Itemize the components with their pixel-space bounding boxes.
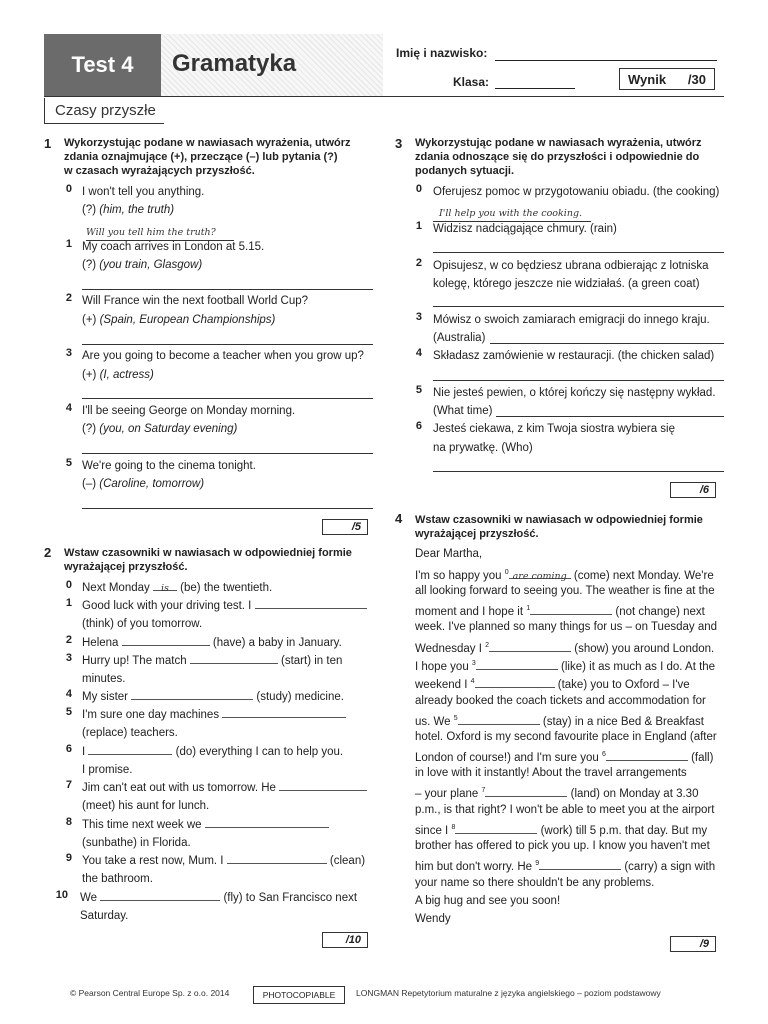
ex1-answer-line[interactable] bbox=[82, 508, 373, 509]
letter-line: A big hug and see you soon! bbox=[415, 895, 561, 907]
ex2-text: Good luck with your driving test. I bbox=[82, 600, 252, 612]
ex1-item-number: 5 bbox=[65, 457, 72, 469]
ex3-item: Widzisz nadciągające chmury. (rain) bbox=[433, 223, 617, 235]
letter-answer-blank[interactable] bbox=[489, 640, 571, 652]
ex1-item-sentence: I'll be seeing George on Monday morning. bbox=[82, 405, 296, 417]
letter-text: (not change) next bbox=[615, 605, 705, 618]
letter-line: him but don't worry. He $^9$ (carry) a sign with bbox=[415, 855, 715, 876]
letter-text: us. We bbox=[415, 715, 451, 728]
ex3-item-number: 6 bbox=[415, 420, 422, 432]
ex3-item: Mówisz o swoich zamiarach emigracji do innego kraju. bbox=[433, 314, 710, 326]
handwritten-answer: are coming bbox=[512, 570, 567, 582]
ex1-answer-line[interactable] bbox=[82, 398, 373, 399]
ex3-instructions bbox=[415, 136, 725, 178]
letter-line: London of course!) and I'm sure you $^6$ (fall) bbox=[415, 746, 713, 767]
ex2-item-number: 6 bbox=[65, 743, 72, 755]
ex4-title-line: Wstaw czasowniki w nawiasach w odpowiedniej formie bbox=[415, 514, 703, 526]
section-subtitle: Czasy przyszłe bbox=[44, 98, 164, 124]
letter-line: in love with it instantly! About the travel arrangements bbox=[415, 767, 687, 779]
ex1-number: 1 bbox=[44, 136, 52, 151]
letter-line: hotel. Oxford is my second favourite place in England (after bbox=[415, 731, 717, 743]
ex2-answer-blank[interactable] bbox=[122, 634, 210, 646]
ex4-score-box: /9 bbox=[670, 936, 716, 952]
ex3-answer-line[interactable] bbox=[496, 416, 724, 417]
letter-text: Wednesday I bbox=[415, 642, 482, 655]
ex2-text: (have) a baby in January. bbox=[212, 637, 342, 649]
ex2-text: Hurry up! The match bbox=[82, 655, 187, 667]
ex1-item-sentence: We're going to the cinema tonight. bbox=[82, 460, 256, 472]
ex2-item-cont: (sunbathe) in Florida. bbox=[82, 837, 191, 849]
ex1-item-number: 4 bbox=[65, 402, 72, 414]
letter-text: – your plane bbox=[415, 787, 479, 800]
ex2-item bbox=[82, 743, 343, 761]
ex1-title-line: w czasach wyrażających przyszłość. bbox=[64, 165, 255, 177]
ex2-item bbox=[82, 597, 367, 615]
ex2-item-cont: minutes. bbox=[82, 673, 126, 685]
ex2-answer-blank[interactable] bbox=[100, 889, 220, 901]
score-box bbox=[619, 68, 715, 90]
ex2-text: Next Monday bbox=[82, 582, 150, 594]
ex1-item-cue bbox=[82, 256, 202, 274]
letter-answer-blank[interactable] bbox=[458, 713, 540, 725]
test-label: Test 4 bbox=[71, 52, 134, 77]
letter-text: (come) next Monday. We're bbox=[573, 569, 714, 582]
class-label: Klasa: bbox=[453, 75, 490, 89]
ex2-score-box: /10 bbox=[322, 932, 368, 948]
letter-line: brother has offered to pick you up. I know you haven't met bbox=[415, 840, 710, 852]
ex1-answer-line[interactable] bbox=[82, 344, 373, 345]
ex1-cue-sign: (–) bbox=[82, 478, 97, 490]
ex3-item-number: 2 bbox=[415, 257, 422, 269]
letter-line: Wednesday I $^2$ (show) you around London. bbox=[415, 637, 714, 658]
ex2-item bbox=[82, 634, 342, 652]
letter-line: week. I've planned so many things for us – on Tuesday and bbox=[415, 621, 718, 633]
ex1-cue-words: (you train, Glasgow) bbox=[99, 259, 203, 271]
ex2-text: This time next week we bbox=[82, 819, 202, 831]
ex2-item bbox=[82, 579, 272, 597]
letter-answer-blank[interactable] bbox=[539, 858, 621, 870]
ex1-cue-sign: (?) bbox=[82, 423, 97, 435]
ex2-text: We bbox=[80, 892, 98, 904]
ex2-item-number: 5 bbox=[65, 706, 72, 718]
ex2-item bbox=[82, 852, 365, 870]
ex2-answer-blank bbox=[153, 579, 177, 594]
ex2-answer-blank[interactable] bbox=[227, 852, 327, 864]
ex2-item-cont: (think) of you tomorrow. bbox=[82, 618, 203, 630]
letter-text: (carry) a sign with bbox=[624, 860, 716, 873]
ex3-item: Opisujesz, w co będziesz ubrana odbierając z lotniska bbox=[433, 260, 709, 272]
test-number-box bbox=[44, 34, 161, 96]
letter-text: (like) it as much as I do. At the bbox=[561, 660, 716, 673]
footer-book-title: LONGMAN Repetytorium maturalne z języka angielskiego – poziom podstawowy bbox=[356, 988, 661, 998]
ex2-text: I bbox=[82, 746, 86, 758]
letter-line: – your plane $^7$ (land) on Monday at 3.30 bbox=[415, 782, 698, 803]
letter-greeting: Dear Martha, bbox=[415, 548, 483, 560]
letter-text: weekend I bbox=[415, 678, 468, 691]
ex2-item-number: 8 bbox=[65, 816, 72, 828]
letter-text: (take) you to Oxford – I've bbox=[557, 678, 690, 691]
name-field[interactable] bbox=[495, 60, 717, 61]
ex3-item-number: 5 bbox=[415, 384, 422, 396]
ex3-item-number: 4 bbox=[415, 347, 422, 359]
ex2-number: 2 bbox=[44, 545, 52, 560]
letter-line: all looking forward to seeing you. The weather is fine at the bbox=[415, 585, 715, 597]
ex1-item-cue bbox=[82, 201, 174, 219]
ex2-text: I'm sure one day machines bbox=[82, 709, 220, 721]
header-rule bbox=[44, 96, 724, 97]
ex2-item-cont: the bathroom. bbox=[82, 873, 153, 885]
ex3-item-cont: na prywatkę. (Who) bbox=[433, 442, 533, 454]
ex3-item: Oferujesz pomoc w przygotowaniu obiadu. (the cooking) bbox=[433, 186, 720, 198]
ex2-answer-blank[interactable] bbox=[131, 688, 253, 700]
ex1-item-cue bbox=[82, 311, 275, 329]
ex1-cue-words: (Caroline, tomorrow) bbox=[99, 478, 205, 490]
score-label: Wynik bbox=[628, 71, 667, 87]
letter-line: us. We $^5$ (stay) in a nice Bed & Breakfast bbox=[415, 710, 704, 731]
letter-line: since I $^8$ (work) till 5 p.m. that day. But my bbox=[415, 819, 707, 840]
ex2-item-number: 2 bbox=[65, 634, 72, 646]
letter-text: (land) on Monday at 3.30 bbox=[570, 787, 699, 800]
letter-answer-blank[interactable] bbox=[476, 658, 558, 670]
name-label: Imię i nazwisko: bbox=[396, 46, 488, 60]
letter-line: I'm so happy you $^0$ are coming (come) next Monday. We're bbox=[415, 564, 714, 585]
ex2-text: (fly) to San Francisco next bbox=[223, 892, 358, 904]
ex3-item-number: 0 bbox=[415, 183, 422, 195]
ex2-text: (start) in ten bbox=[281, 655, 343, 667]
ex1-item-sentence: Are you going to become a teacher when you grow up? bbox=[82, 350, 364, 362]
ex2-text: (do) everything I can to help you. bbox=[175, 746, 344, 758]
ex2-item bbox=[82, 779, 367, 797]
ex3-item: Nie jesteś pewien, o której kończy się następny wykład. bbox=[433, 387, 716, 399]
ex2-item-number: 4 bbox=[65, 688, 72, 700]
letter-text: since I bbox=[415, 824, 449, 837]
letter-answer-blank[interactable] bbox=[455, 822, 537, 834]
ex3-item-number: 3 bbox=[415, 311, 422, 323]
ex3-answer-line[interactable] bbox=[433, 471, 724, 472]
ex1-item-sentence: I won't tell you anything. bbox=[82, 186, 205, 198]
ex3-item: Jesteś ciekawa, z kim Twoja siostra wybiera się bbox=[433, 423, 676, 435]
ex2-item-number: 3 bbox=[65, 652, 72, 664]
ex1-cue-words: (I, actress) bbox=[99, 369, 154, 381]
letter-text: him but don't worry. He bbox=[415, 860, 533, 873]
ex2-text: (study) medicine. bbox=[256, 691, 344, 703]
ex3-item-cont: kolegę, którego jeszcze nie widziałaś. (a green coat) bbox=[433, 278, 700, 290]
ex1-answer-line[interactable] bbox=[82, 289, 373, 290]
letter-answer-blank[interactable] bbox=[606, 749, 688, 761]
ex2-text: Helena bbox=[82, 637, 119, 649]
letter-text: London of course!) and I'm sure you bbox=[415, 751, 599, 764]
ex3-title-line: zdania odnoszące się do przyszłości i odpowiednie do bbox=[415, 151, 700, 163]
ex1-title-line: zdania oznajmujące (+), przeczące (–) lub pytania (?) bbox=[64, 151, 338, 163]
ex4-instructions bbox=[415, 513, 725, 541]
ex3-score-box: /6 bbox=[670, 482, 716, 498]
ex2-item-number: 10 bbox=[55, 889, 68, 901]
ex1-cue-words: (you, on Saturday evening) bbox=[99, 423, 238, 435]
ex2-instructions bbox=[64, 546, 374, 574]
ex4-number: 4 bbox=[395, 511, 403, 526]
ex1-item-number: 1 bbox=[65, 238, 72, 250]
letter-line: already booked the coach tickets and accommodation for bbox=[415, 695, 706, 707]
score-total: /30 bbox=[687, 71, 706, 87]
ex2-title-line: Wstaw czasowniki w nawiasach w odpowiedniej formie bbox=[64, 547, 352, 559]
ex4-title-line: wyrażającej przyszłość. bbox=[415, 528, 539, 540]
ex1-cue-words: (Spain, European Championships) bbox=[99, 314, 276, 326]
ex2-item-cont: I promise. bbox=[82, 764, 133, 776]
letter-answer-blank[interactable] bbox=[485, 785, 567, 797]
ex2-answer-blank[interactable] bbox=[255, 597, 367, 609]
ex2-answer-blank[interactable] bbox=[205, 816, 329, 828]
ex3-item: Składasz zamówienie w restauracji. (the chicken salad) bbox=[433, 350, 715, 362]
letter-answer-blank bbox=[509, 567, 571, 582]
ex1-item-number: 3 bbox=[65, 347, 72, 359]
ex2-answer-blank[interactable] bbox=[279, 779, 367, 791]
ex2-item bbox=[82, 706, 346, 724]
letter-text: moment and I hope it bbox=[415, 605, 524, 618]
handwritten-answer: Will you tell him the truth? bbox=[86, 227, 216, 238]
letter-line: weekend I $^4$ (take) you to Oxford – I've bbox=[415, 673, 690, 694]
letter-signature: Wendy bbox=[415, 913, 451, 925]
letter-line: moment and I hope it $^1$ (not change) next bbox=[415, 600, 705, 621]
ex2-item-number: 0 bbox=[65, 579, 72, 591]
ex1-title-line: Wykorzystując podane w nawiasach wyrażenia, utwórz bbox=[64, 137, 351, 149]
ex1-answer-line[interactable] bbox=[82, 453, 373, 454]
letter-text: (show) you around London. bbox=[574, 642, 715, 655]
ex2-answer-blank[interactable] bbox=[222, 706, 346, 718]
ex1-item-cue bbox=[82, 420, 237, 438]
ex2-text: (clean) bbox=[329, 855, 366, 867]
ex2-item-number: 9 bbox=[65, 852, 72, 864]
ex2-item bbox=[82, 816, 329, 834]
handwritten-answer: I'll help you with the cooking. bbox=[439, 208, 583, 219]
ex2-item-number: 7 bbox=[65, 779, 72, 791]
ex1-cue-sign: (+) bbox=[82, 314, 97, 326]
ex3-item-number: 1 bbox=[415, 220, 422, 232]
letter-answer-blank[interactable] bbox=[530, 603, 612, 615]
footer-copyright: © Pearson Central Europe Sp. z o.o. 2014 bbox=[70, 988, 230, 998]
ex1-item-sentence: My coach arrives in London at 5.15. bbox=[82, 241, 265, 253]
letter-text: I hope you bbox=[415, 660, 469, 673]
ex2-item-cont: (replace) teachers. bbox=[82, 727, 178, 739]
ex1-item-cue bbox=[82, 366, 154, 384]
ex3-item-cont: (What time) bbox=[433, 405, 493, 417]
ex3-number: 3 bbox=[395, 136, 403, 151]
ex2-item-cont: (meet) his aunt for lunch. bbox=[82, 800, 210, 812]
ex1-instructions bbox=[64, 136, 374, 178]
ex1-item-number: 0 bbox=[65, 183, 72, 195]
ex3-item-cont: (Australia) bbox=[433, 332, 486, 344]
ex1-cue-sign: (?) bbox=[82, 259, 97, 271]
ex1-score-box: /5 bbox=[322, 519, 368, 535]
ex2-item bbox=[82, 652, 342, 670]
ex2-item bbox=[80, 889, 357, 907]
ex2-item-number: 1 bbox=[65, 597, 72, 609]
ex2-text: You take a rest now, Mum. I bbox=[82, 855, 224, 867]
ex1-cue-sign: (+) bbox=[82, 369, 97, 381]
handwritten-answer: is bbox=[161, 583, 169, 594]
class-field[interactable] bbox=[495, 88, 575, 89]
ex3-title-line: Wykorzystując podane w nawiasach wyrażenia, utwórz bbox=[415, 137, 702, 149]
ex3-answer-line[interactable] bbox=[433, 252, 724, 253]
ex2-title-line: wyrażającej przyszłość. bbox=[64, 561, 188, 573]
ex1-cue-words: (him, the truth) bbox=[99, 204, 175, 216]
letter-text: (work) till 5 p.m. that day. But my bbox=[540, 824, 708, 837]
letter-text: (fall) bbox=[691, 751, 714, 764]
ex1-item-number: 2 bbox=[65, 292, 72, 304]
ex2-answer-blank[interactable] bbox=[190, 652, 278, 664]
ex3-answer-line[interactable] bbox=[433, 306, 724, 307]
ex2-answer-blank[interactable] bbox=[88, 743, 172, 755]
letter-text: I'm so happy you bbox=[415, 569, 502, 582]
ex1-item-cue bbox=[82, 475, 204, 493]
letter-line: your name so there shouldn't be any problems. bbox=[415, 877, 655, 889]
ex2-text: Jim can't eat out with us tomorrow. He bbox=[82, 782, 276, 794]
ex2-text: (be) the twentieth. bbox=[180, 582, 273, 594]
ex1-item-sentence: Will France win the next football World Cup? bbox=[82, 295, 309, 307]
ex3-answer-line[interactable] bbox=[433, 380, 724, 381]
letter-text: (stay) in a nice Bed & Breakfast bbox=[542, 715, 704, 728]
page-title: Gramatyka bbox=[172, 50, 297, 77]
ex1-cue-sign: (?) bbox=[82, 204, 97, 216]
ex3-answer-line[interactable] bbox=[490, 343, 724, 344]
letter-line: I hope you $^3$ (like) it as much as I do. At the bbox=[415, 655, 715, 676]
ex2-item bbox=[82, 688, 344, 706]
letter-answer-blank[interactable] bbox=[475, 676, 555, 688]
letter-line: p.m., is that right? I won't be able to meet you at the airport bbox=[415, 804, 715, 816]
ex2-text: My sister bbox=[82, 691, 128, 703]
ex2-item-cont: Saturday. bbox=[80, 910, 129, 922]
photocopiable-badge: PHOTOCOPIABLE bbox=[253, 986, 345, 1004]
ex3-title-line: podanych sytuacji. bbox=[415, 165, 515, 177]
